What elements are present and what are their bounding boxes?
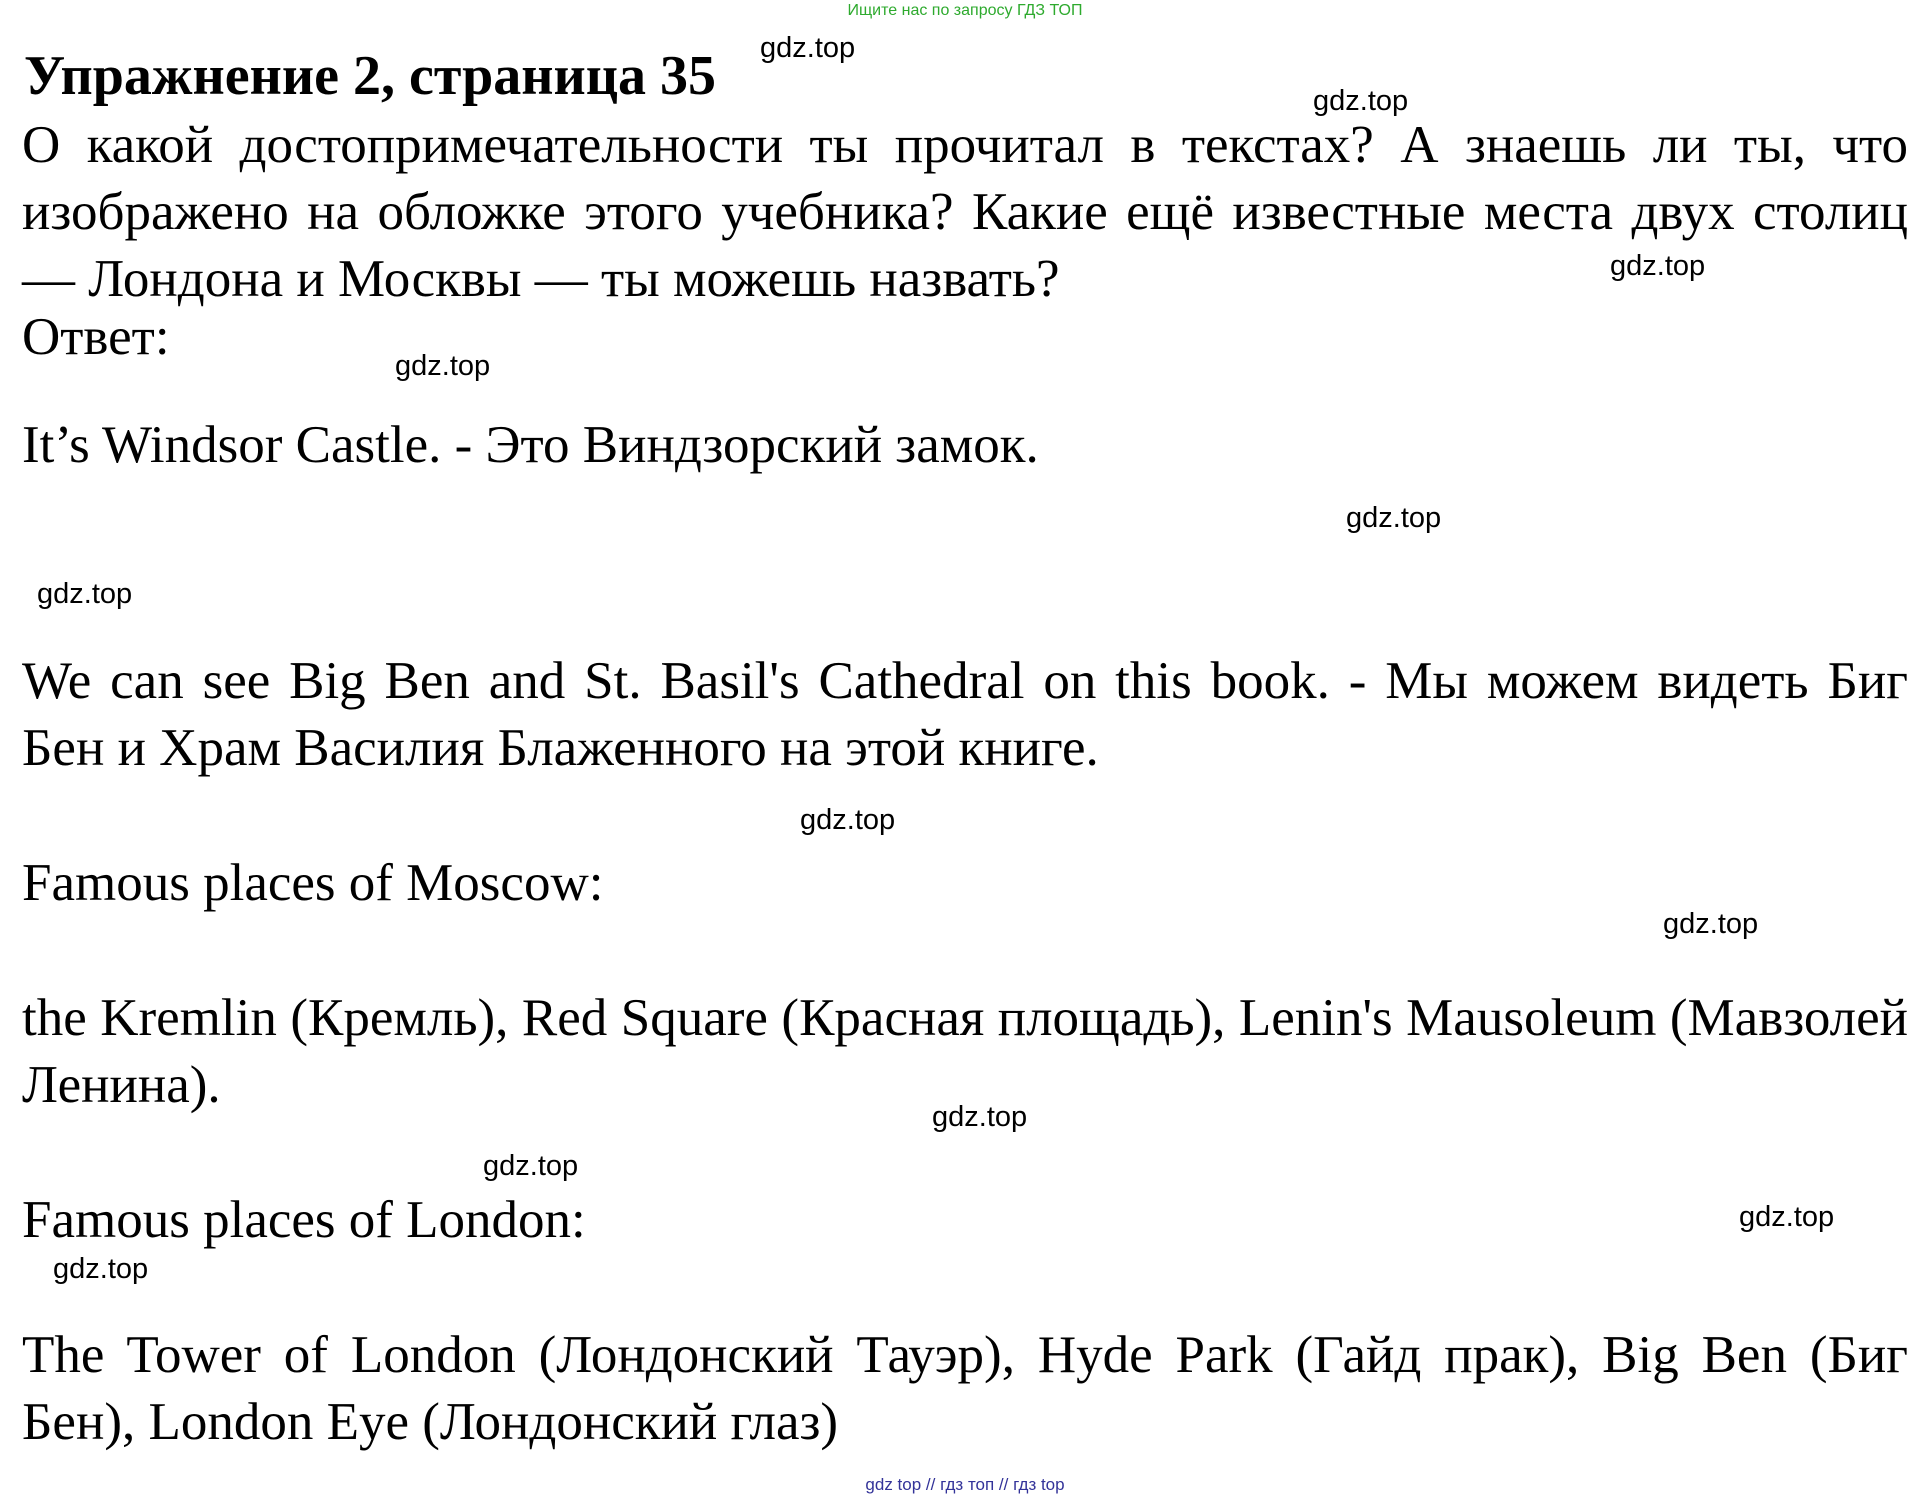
footer-links: gdz top // гдз топ // гдз top (865, 1475, 1065, 1494)
answer-book-cover: We can see Big Ben and St. Basil's Cathedral on this book. - Мы можем видеть Биг Бен и Храм Василия Блаженного на этой книге. (22, 652, 1908, 777)
watermark: gdz.top (800, 804, 896, 836)
top-banner: Ищите нас по запросу ГДЗ ТОП (847, 2, 1083, 19)
watermark: gdz.top (37, 578, 133, 610)
watermark: gdz.top (1313, 85, 1409, 117)
watermark: gdz.top (1610, 250, 1706, 282)
question-text: О какой достопримечательности ты прочитал в текстах? А знаешь ли ты, что изображено на обложке этого учебника? Какие ещё известные места двух столиц — Лондона и Москвы — ты можешь назвать? (22, 116, 1908, 308)
watermark: gdz.top (1663, 908, 1759, 940)
watermark: gdz.top (53, 1253, 149, 1285)
exercise-title: Упражнение 2, страница 35 (24, 45, 717, 107)
watermark: gdz.top (932, 1101, 1028, 1133)
moscow-places: the Kremlin (Кремль), Red Square (Красная площадь), Lenin's Mausoleum (Мавзолей Ленина). (22, 989, 1908, 1114)
watermark: gdz.top (760, 32, 856, 64)
watermark: gdz.top (1739, 1201, 1835, 1233)
london-heading: Famous places of London: (22, 1191, 586, 1249)
watermark: gdz.top (1346, 502, 1442, 534)
moscow-heading: Famous places of Moscow: (22, 854, 604, 912)
watermark: gdz.top (395, 350, 491, 382)
answer-windsor: It’s Windsor Castle. - Это Виндзорский замок. (22, 416, 1039, 474)
answer-label: Ответ: (22, 308, 170, 366)
london-places: The Tower of London (Лондонский Тауэр), Hyde Park (Гайд прак), Big Ben (Биг Бен), London Eye (Лондонский глаз) (22, 1326, 1908, 1451)
watermark: gdz.top (483, 1150, 579, 1182)
